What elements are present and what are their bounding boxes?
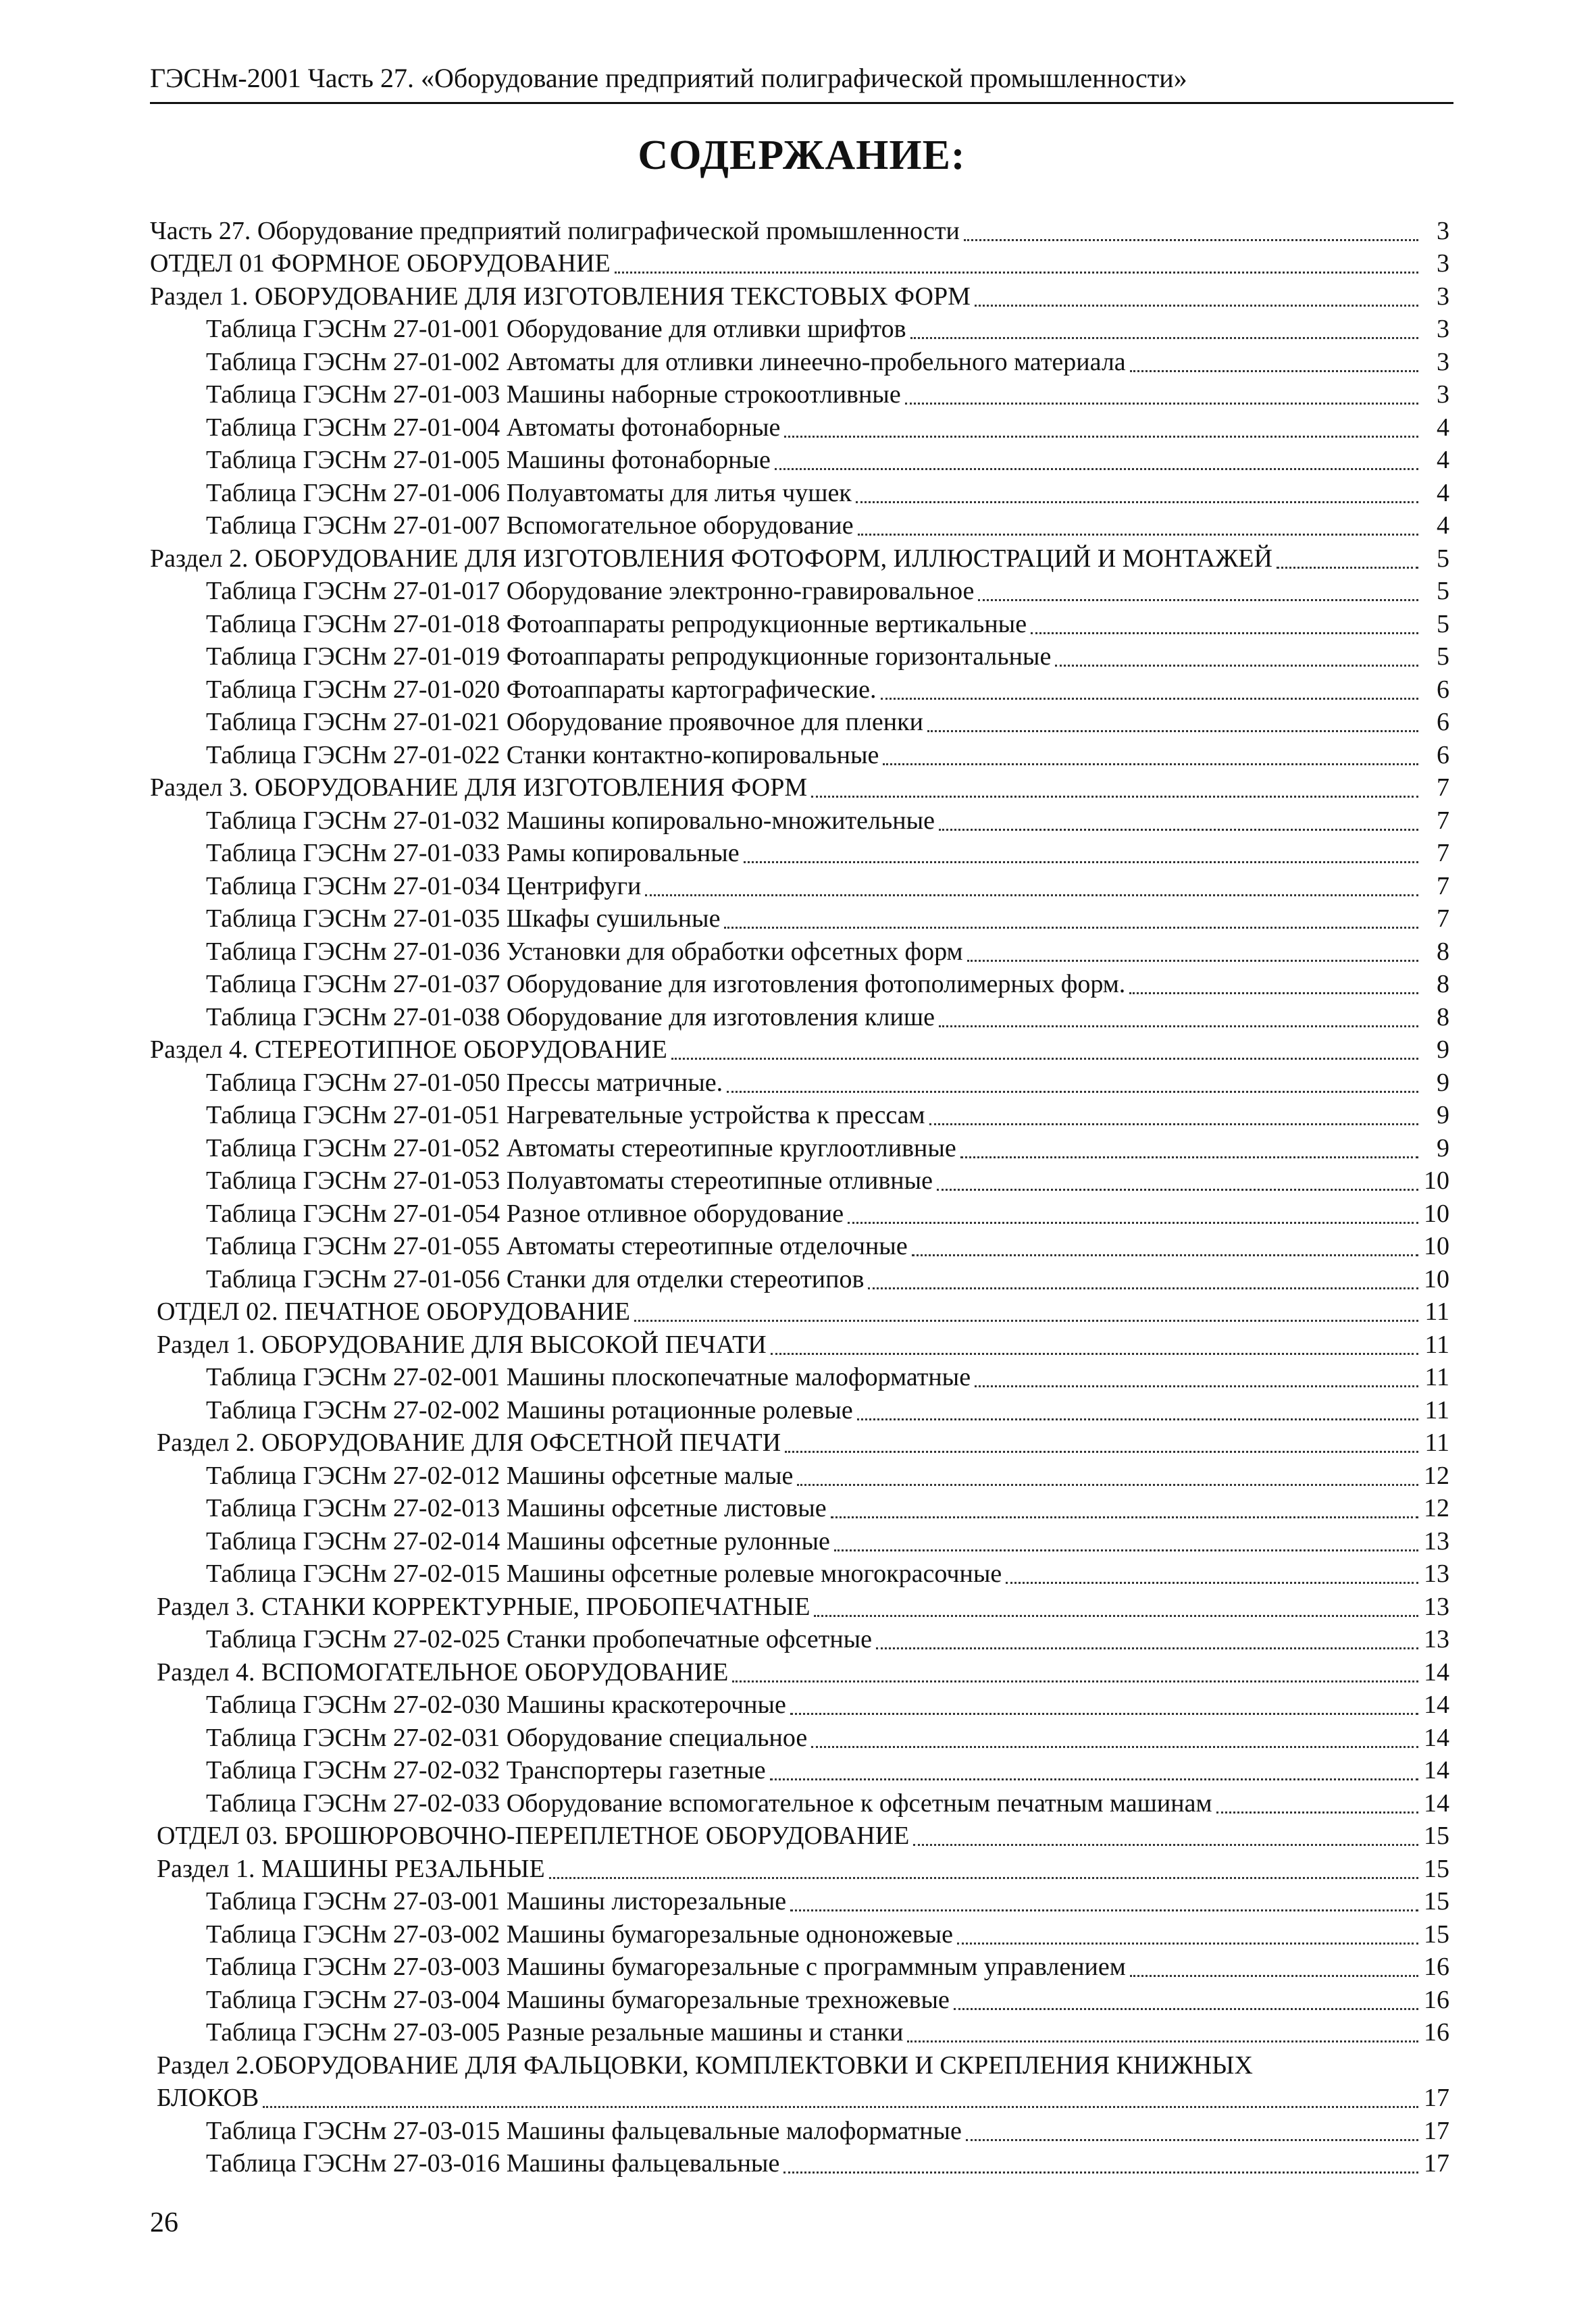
toc-entry-title: Таблица ГЭСНм 27-01-007 Вспомогательное оборудование bbox=[206, 511, 854, 540]
toc-page-number: 14 bbox=[1424, 1789, 1449, 1818]
toc-table-entry[interactable] bbox=[150, 640, 1453, 673]
table-of-contents bbox=[150, 213, 1453, 2179]
toc-dot-leader bbox=[790, 1909, 1418, 1911]
toc-section-entry[interactable] bbox=[150, 1819, 1453, 1852]
toc-dot-leader bbox=[881, 697, 1419, 700]
toc-dot-leader bbox=[770, 1778, 1418, 1780]
toc-dot-leader bbox=[1006, 1581, 1418, 1584]
toc-table-entry[interactable] bbox=[150, 902, 1453, 935]
toc-entry-title: Раздел 4. ВСПОМОГАТЕЛЬНОЕ ОБОРУДОВАНИЕ bbox=[157, 1657, 729, 1687]
toc-section-entry[interactable] bbox=[150, 1589, 1453, 1622]
toc-entry-title: Таблица ГЭСНм 27-03-002 Машины бумагорезальные одноножевые bbox=[206, 1920, 954, 1949]
toc-dot-leader bbox=[960, 1156, 1418, 1158]
toc-entry-title: Таблица ГЭСНм 27-01-054 Разное отливное оборудование bbox=[206, 1199, 844, 1228]
toc-entry-title: Таблица ГЭСНм 27-01-034 Центрифуги bbox=[206, 871, 642, 900]
toc-table-entry[interactable] bbox=[150, 1720, 1453, 1753]
toc-dot-leader bbox=[775, 467, 1418, 470]
toc-page-number: 7 bbox=[1437, 871, 1449, 900]
toc-entry-title: ОТДЕЛ 03. БРОШЮРОВОЧНО-ПЕРЕПЛЕТНОЕ ОБОРУДОВАНИЕ bbox=[157, 1822, 910, 1850]
toc-entry-title: ОТДЕЛ 01 ФОРМНОЕ ОБОРУДОВАНИЕ bbox=[150, 249, 611, 278]
toc-entry-title: Таблица ГЭСНм 27-02-033 Оборудование вспомогательное к офсетным печатным машинам bbox=[206, 1789, 1212, 1818]
toc-entry-title: Таблица ГЭСНм 27-01-055 Автоматы стереотипные отделочные bbox=[206, 1232, 908, 1260]
toc-table-entry[interactable] bbox=[150, 705, 1453, 738]
toc-page-number: 12 bbox=[1424, 1494, 1449, 1522]
toc-table-entry[interactable] bbox=[150, 574, 1453, 607]
toc-page-number: 6 bbox=[1437, 740, 1449, 769]
toc-page-number: 13 bbox=[1424, 1526, 1449, 1555]
toc-entry-title: Таблица ГЭСНм 27-01-036 Установки для обработки офсетных форм bbox=[206, 937, 963, 966]
toc-table-entry[interactable] bbox=[150, 410, 1453, 443]
toc-page-number: 4 bbox=[1437, 478, 1449, 507]
toc-table-entry[interactable] bbox=[150, 1000, 1453, 1033]
toc-page-number: 17 bbox=[1424, 2084, 1449, 2112]
toc-entry-title: Таблица ГЭСНм 27-03-003 Машины бумагорезальные с программным управлением bbox=[206, 1953, 1126, 1981]
toc-dot-leader bbox=[785, 1450, 1418, 1453]
toc-entry-title: Раздел 3. ОБОРУДОВАНИЕ ДЛЯ ИЗГОТОВЛЕНИЯ ФОРМ bbox=[150, 773, 808, 802]
toc-entry-title: Таблица ГЭСНм 27-01-053 Полуавтоматы стереотипные отливные bbox=[206, 1166, 933, 1195]
toc-dot-leader bbox=[645, 894, 1418, 896]
toc-page-number: 5 bbox=[1437, 577, 1449, 605]
toc-section-entry[interactable] bbox=[150, 1655, 1453, 1688]
toc-table-entry[interactable] bbox=[150, 1393, 1453, 1426]
toc-page-number: 6 bbox=[1437, 708, 1449, 736]
toc-entry-title: Таблица ГЭСНм 27-02-001 Машины плоскопечатные малоформатные bbox=[206, 1363, 971, 1391]
toc-dot-leader bbox=[1031, 632, 1418, 634]
toc-section-entry[interactable] bbox=[150, 2081, 1453, 2114]
toc-table-entry[interactable] bbox=[150, 1982, 1453, 2015]
toc-page-number: 7 bbox=[1437, 806, 1449, 835]
toc-dot-leader bbox=[549, 1876, 1418, 1879]
toc-dot-leader bbox=[634, 1319, 1418, 1322]
toc-table-entry[interactable] bbox=[150, 1229, 1453, 1262]
toc-page-number: 11 bbox=[1424, 1297, 1449, 1326]
toc-dot-leader bbox=[856, 500, 1418, 503]
toc-dot-leader bbox=[929, 1123, 1418, 1125]
toc-table-entry[interactable] bbox=[150, 1688, 1453, 1721]
toc-entry-title: Таблица ГЭСНм 27-01-033 Рамы копировальные bbox=[206, 839, 740, 867]
toc-entry-title: Таблица ГЭСНм 27-01-017 Оборудование электронно-гравировальное bbox=[206, 577, 975, 605]
toc-dot-leader bbox=[868, 1287, 1418, 1289]
toc-page-number: 11 bbox=[1424, 1395, 1449, 1424]
toc-dot-leader bbox=[263, 2105, 1418, 2108]
toc-dot-leader bbox=[1130, 1974, 1418, 1977]
toc-page-number: 11 bbox=[1424, 1330, 1449, 1359]
toc-dot-leader bbox=[975, 304, 1418, 307]
toc-page-number: 16 bbox=[1424, 1985, 1449, 2014]
toc-page-number: 16 bbox=[1424, 2018, 1449, 2047]
toc-entry-title: Таблица ГЭСНм 27-02-014 Машины офсетные рулонные bbox=[206, 1526, 830, 1555]
toc-dot-leader bbox=[957, 1942, 1418, 1945]
toc-dot-leader bbox=[771, 1352, 1418, 1355]
toc-section-entry[interactable] bbox=[150, 1327, 1453, 1360]
toc-dot-leader bbox=[744, 860, 1418, 863]
running-header: ГЭСНм-2001 Часть 27. «Оборудование предприятий полиграфической промышленности» bbox=[150, 63, 1187, 93]
toc-entry-title: Таблица ГЭСНм 27-02-013 Машины офсетные листовые bbox=[206, 1494, 827, 1522]
toc-table-entry[interactable] bbox=[150, 836, 1453, 869]
toc-page-number: 17 bbox=[1424, 2116, 1449, 2145]
toc-page-number: 14 bbox=[1424, 1657, 1449, 1687]
toc-page-number: 13 bbox=[1424, 1560, 1449, 1588]
toc-entry-title: Таблица ГЭСНм 27-01-003 Машины наборные строкоотливные bbox=[206, 380, 901, 409]
toc-page-number: 7 bbox=[1437, 904, 1449, 933]
toc-dot-leader bbox=[790, 1712, 1418, 1715]
toc-dot-leader bbox=[978, 598, 1418, 601]
toc-table-entry[interactable] bbox=[150, 1622, 1453, 1655]
toc-entry-title: Таблица ГЭСНм 27-03-015 Машины фальцевальные малоформатные bbox=[206, 2116, 962, 2145]
toc-section-entry[interactable] bbox=[150, 771, 1453, 804]
toc-dot-leader bbox=[783, 2171, 1418, 2174]
toc-dot-leader bbox=[814, 1614, 1418, 1617]
toc-entry-title: Таблица ГЭСНм 27-02-030 Машины краскотерочные bbox=[206, 1691, 786, 1719]
toc-dot-leader bbox=[966, 2138, 1418, 2141]
toc-page-number: 4 bbox=[1437, 446, 1449, 474]
toc-table-entry[interactable] bbox=[150, 1753, 1453, 1786]
toc-table-entry[interactable] bbox=[150, 1065, 1453, 1098]
toc-page-number: 10 bbox=[1424, 1199, 1449, 1228]
toc-dot-leader bbox=[858, 533, 1418, 536]
toc-page-number: 7 bbox=[1437, 839, 1449, 867]
toc-section-entry[interactable] bbox=[150, 279, 1453, 312]
toc-table-entry[interactable] bbox=[150, 967, 1453, 1000]
toc-entry-title: Таблица ГЭСНм 27-01-032 Машины копировально-множительные bbox=[206, 806, 935, 835]
toc-dot-leader bbox=[732, 1680, 1418, 1682]
toc-page-number: 9 bbox=[1437, 1101, 1449, 1129]
toc-dot-leader bbox=[905, 402, 1418, 405]
toc-table-entry[interactable] bbox=[150, 1557, 1453, 1590]
toc-table-entry[interactable] bbox=[150, 1884, 1453, 1918]
toc-entry-title: Раздел 1. МАШИНЫ РЕЗАЛЬНЫЕ bbox=[157, 1854, 545, 1883]
toc-entry-title: Раздел 2.ОБОРУДОВАНИЕ ДЛЯ ФАЛЬЦОВКИ, КОМПЛЕКТОВКИ И СКРЕПЛЕНИЯ КНИЖНЫХ bbox=[157, 2051, 1253, 2080]
toc-page-number: 9 bbox=[1437, 1068, 1449, 1097]
toc-entry-title: Таблица ГЭСНм 27-01-002 Автоматы для отливки линеечно-пробельного материала bbox=[206, 347, 1126, 376]
toc-dot-leader bbox=[939, 828, 1418, 831]
toc-table-entry[interactable] bbox=[150, 378, 1453, 411]
toc-entry-title: Таблица ГЭСНм 27-02-002 Машины ротационные ролевые bbox=[206, 1395, 853, 1424]
toc-dot-leader bbox=[615, 271, 1418, 274]
toc-page-number: 10 bbox=[1424, 1264, 1449, 1293]
toc-page-number: 3 bbox=[1437, 347, 1449, 376]
toc-table-entry[interactable] bbox=[150, 1950, 1453, 1983]
toc-page-number: 8 bbox=[1437, 937, 1449, 966]
toc-table-entry[interactable] bbox=[150, 1164, 1453, 1197]
toc-table-entry[interactable] bbox=[150, 672, 1453, 705]
toc-table-entry[interactable] bbox=[150, 1196, 1453, 1229]
header-rule bbox=[150, 102, 1453, 104]
page-title: СОДЕРЖАНИЕ: bbox=[638, 132, 966, 178]
toc-dot-leader bbox=[857, 1418, 1418, 1420]
toc-table-entry[interactable] bbox=[150, 869, 1453, 902]
toc-dot-leader bbox=[1129, 992, 1418, 994]
toc-entry-title: Таблица ГЭСНм 27-01-038 Оборудование для изготовления клише bbox=[206, 1002, 935, 1031]
toc-page-number: 14 bbox=[1424, 1691, 1449, 1719]
page-number: 26 bbox=[150, 2207, 178, 2238]
toc-dot-leader bbox=[1277, 566, 1418, 569]
toc-entry-title: Часть 27. Оборудование предприятий полиграфической промышленности bbox=[150, 216, 960, 245]
toc-table-entry[interactable] bbox=[150, 1262, 1453, 1295]
toc-table-entry[interactable] bbox=[150, 2146, 1453, 2180]
toc-entry-title: Раздел 1. ОБОРУДОВАНИЕ ДЛЯ ИЗГОТОВЛЕНИЯ ТЕКСТОВЫХ ФОРМ bbox=[150, 282, 971, 311]
toc-page-number: 5 bbox=[1437, 609, 1449, 638]
toc-dot-leader bbox=[876, 1647, 1418, 1649]
toc-page-number: 13 bbox=[1424, 1625, 1449, 1653]
toc-page-number: 3 bbox=[1437, 282, 1449, 311]
toc-entry-title: Таблица ГЭСНм 27-03-001 Машины листорезальные bbox=[206, 1887, 787, 1916]
toc-table-entry[interactable] bbox=[150, 607, 1453, 640]
toc-dot-leader bbox=[927, 729, 1418, 732]
toc-dot-leader bbox=[907, 2040, 1418, 2042]
toc-dot-leader bbox=[834, 1549, 1418, 1551]
toc-table-entry[interactable] bbox=[150, 934, 1453, 967]
toc-entry-title: Таблица ГЭСНм 27-01-020 Фотоаппараты картографические. bbox=[206, 675, 877, 704]
toc-table-entry[interactable] bbox=[150, 738, 1453, 771]
toc-entry-title: Таблица ГЭСНм 27-01-019 Фотоаппараты репродукционные горизонтальные bbox=[206, 642, 1052, 671]
toc-entry-title: Таблица ГЭСНм 27-03-016 Машины фальцевальные bbox=[206, 2149, 780, 2178]
toc-table-entry[interactable] bbox=[150, 1524, 1453, 1557]
toc-page-number: 11 bbox=[1424, 1363, 1449, 1391]
toc-entry-title: Таблица ГЭСНм 27-03-005 Разные резальные машины и станки bbox=[206, 2018, 904, 2047]
toc-entry-title: БЛОКОВ bbox=[157, 2084, 259, 2112]
toc-table-entry[interactable] bbox=[150, 312, 1453, 345]
toc-entry-title: Раздел 4. СТЕРЕОТИПНОЕ ОБОРУДОВАНИЕ bbox=[150, 1035, 667, 1064]
toc-page-number: 3 bbox=[1437, 315, 1449, 343]
toc-page-number: 5 bbox=[1437, 642, 1449, 671]
toc-table-entry[interactable] bbox=[150, 1098, 1453, 1131]
toc-table-entry[interactable] bbox=[150, 1786, 1453, 1819]
toc-section-entry[interactable] bbox=[150, 213, 1453, 247]
toc-entry-title: Таблица ГЭСНм 27-01-037 Оборудование для изготовления фотополимерных форм. bbox=[206, 970, 1126, 998]
toc-page-number: 8 bbox=[1437, 970, 1449, 998]
toc-entry-title: Таблица ГЭСНм 27-01-021 Оборудование проявочное для пленки bbox=[206, 708, 923, 736]
toc-table-entry[interactable] bbox=[150, 509, 1453, 542]
toc-dot-leader bbox=[954, 2007, 1418, 2010]
toc-dot-leader bbox=[912, 1254, 1418, 1256]
toc-table-entry[interactable] bbox=[150, 344, 1453, 378]
toc-entry-title: Таблица ГЭСНм 27-01-018 Фотоаппараты репродукционные вертикальные bbox=[206, 609, 1027, 638]
toc-dot-leader bbox=[975, 1385, 1418, 1387]
toc-entry-title: Таблица ГЭСНм 27-02-015 Машины офсетные ролевые многокрасочные bbox=[206, 1560, 1002, 1588]
toc-table-entry[interactable] bbox=[150, 2015, 1453, 2049]
toc-dot-leader bbox=[883, 763, 1418, 765]
toc-entry-title: Таблица ГЭСНм 27-01-051 Нагревательные устройства к прессам bbox=[206, 1101, 925, 1129]
toc-entry-title: ОТДЕЛ 02. ПЕЧАТНОЕ ОБОРУДОВАНИЕ bbox=[157, 1297, 630, 1326]
toc-table-entry[interactable] bbox=[150, 475, 1453, 509]
toc-entry-title: Таблица ГЭСНм 27-01-004 Автоматы фотонаборные bbox=[206, 413, 781, 442]
toc-page-number: 15 bbox=[1424, 1822, 1449, 1850]
toc-table-entry[interactable] bbox=[150, 1131, 1453, 1164]
toc-page-number: 5 bbox=[1437, 544, 1449, 573]
toc-page-number: 8 bbox=[1437, 1002, 1449, 1031]
toc-dot-leader bbox=[1055, 664, 1418, 667]
toc-dot-leader bbox=[727, 1090, 1418, 1093]
toc-entry-title: Таблица ГЭСНм 27-02-012 Машины офсетные малые bbox=[206, 1461, 794, 1490]
toc-entry-title: Таблица ГЭСНм 27-03-004 Машины бумагорезальные трехножевые bbox=[206, 1985, 950, 2014]
toc-page-number: 3 bbox=[1437, 216, 1449, 245]
toc-dot-leader bbox=[1216, 1811, 1419, 1814]
toc-section-entry[interactable] bbox=[150, 247, 1453, 280]
toc-page-number: 6 bbox=[1437, 675, 1449, 704]
toc-dot-leader bbox=[831, 1516, 1418, 1518]
toc-section-entry[interactable] bbox=[150, 1426, 1453, 1459]
toc-entry-title: Таблица ГЭСНм 27-02-025 Станки пробопечатные офсетные bbox=[206, 1625, 873, 1653]
toc-dot-leader bbox=[724, 926, 1418, 929]
toc-page-number: 15 bbox=[1424, 1920, 1449, 1949]
toc-dot-leader bbox=[848, 1221, 1418, 1224]
toc-dot-leader bbox=[910, 336, 1418, 339]
toc-table-entry[interactable] bbox=[150, 443, 1453, 476]
toc-entry-title: Таблица ГЭСНм 27-01-052 Автоматы стереотипные круглоотливные bbox=[206, 1133, 956, 1162]
toc-entry-title: Таблица ГЭСНм 27-02-031 Оборудование специальное bbox=[206, 1723, 808, 1752]
toc-dot-leader bbox=[939, 1025, 1418, 1027]
toc-dot-leader bbox=[967, 959, 1418, 962]
toc-page-number: 9 bbox=[1437, 1133, 1449, 1162]
toc-page-number: 4 bbox=[1437, 511, 1449, 540]
toc-table-entry[interactable] bbox=[150, 1917, 1453, 1950]
toc-table-entry[interactable] bbox=[150, 2113, 1453, 2146]
toc-dot-leader bbox=[1130, 369, 1418, 372]
toc-page-number: 3 bbox=[1437, 249, 1449, 278]
toc-dot-leader bbox=[784, 435, 1418, 438]
toc-section-entry[interactable] bbox=[150, 541, 1453, 574]
toc-page-number: 15 bbox=[1424, 1854, 1449, 1883]
toc-page-number: 9 bbox=[1437, 1035, 1449, 1064]
toc-page-number: 17 bbox=[1424, 2149, 1449, 2178]
toc-section-entry[interactable] bbox=[150, 1851, 1453, 1884]
toc-section-entry[interactable] bbox=[150, 2048, 1453, 2081]
toc-page-number: 3 bbox=[1437, 380, 1449, 409]
toc-dot-leader bbox=[913, 1843, 1418, 1846]
toc-dot-leader bbox=[937, 1188, 1418, 1191]
toc-page-number: 13 bbox=[1424, 1592, 1449, 1621]
toc-page-number: 11 bbox=[1424, 1429, 1449, 1457]
toc-page-number: 4 bbox=[1437, 413, 1449, 442]
toc-dot-leader bbox=[811, 1745, 1418, 1748]
toc-dot-leader bbox=[964, 238, 1418, 241]
toc-entry-title: Таблица ГЭСНм 27-01-056 Станки для отделки стереотипов bbox=[206, 1264, 865, 1293]
toc-section-entry[interactable] bbox=[150, 1033, 1453, 1066]
toc-page-number: 7 bbox=[1437, 773, 1449, 802]
toc-page-number: 14 bbox=[1424, 1723, 1449, 1752]
toc-dot-leader bbox=[797, 1483, 1418, 1486]
toc-entry-title: Таблица ГЭСНм 27-01-035 Шкафы сушильные bbox=[206, 904, 721, 933]
toc-table-entry[interactable] bbox=[150, 1360, 1453, 1393]
toc-table-entry[interactable] bbox=[150, 803, 1453, 836]
toc-entry-title: Таблица ГЭСНм 27-01-022 Станки контактно-копировальные bbox=[206, 740, 879, 769]
toc-page-number: 16 bbox=[1424, 1953, 1449, 1981]
toc-entry-title: Таблица ГЭСНм 27-02-032 Транспортеры газетные bbox=[206, 1756, 766, 1784]
toc-dot-leader bbox=[671, 1057, 1418, 1060]
toc-entry-title: Раздел 3. СТАНКИ КОРРЕКТУРНЫЕ, ПРОБОПЕЧАТНЫЕ bbox=[157, 1592, 810, 1621]
toc-page-number: 14 bbox=[1424, 1756, 1449, 1784]
toc-entry-title: Таблица ГЭСНм 27-01-050 Прессы матричные. bbox=[206, 1068, 723, 1097]
toc-table-entry[interactable] bbox=[150, 1491, 1453, 1524]
toc-table-entry[interactable] bbox=[150, 1458, 1453, 1491]
toc-entry-title: Раздел 2. ОБОРУДОВАНИЕ ДЛЯ ИЗГОТОВЛЕНИЯ ФОТОФОРМ, ИЛЛЮСТРАЦИЙ И МОНТАЖЕЙ bbox=[150, 544, 1272, 573]
toc-page-number: 12 bbox=[1424, 1461, 1449, 1490]
toc-page-number: 15 bbox=[1424, 1887, 1449, 1916]
toc-entry-title: Таблица ГЭСНм 27-01-006 Полуавтоматы для литья чушек bbox=[206, 478, 852, 507]
toc-page-number: 10 bbox=[1424, 1232, 1449, 1260]
toc-entry-title: Таблица ГЭСНм 27-01-005 Машины фотонаборные bbox=[206, 446, 771, 474]
toc-page-number: 10 bbox=[1424, 1166, 1449, 1195]
toc-section-entry[interactable] bbox=[150, 1295, 1453, 1328]
toc-entry-title: Таблица ГЭСНм 27-01-001 Оборудование для отливки шрифтов bbox=[206, 315, 906, 343]
toc-dot-leader bbox=[811, 795, 1418, 798]
toc-entry-title: Раздел 1. ОБОРУДОВАНИЕ ДЛЯ ВЫСОКОЙ ПЕЧАТИ bbox=[157, 1330, 767, 1359]
toc-entry-title: Раздел 2. ОБОРУДОВАНИЕ ДЛЯ ОФСЕТНОЙ ПЕЧАТИ bbox=[157, 1429, 781, 1457]
